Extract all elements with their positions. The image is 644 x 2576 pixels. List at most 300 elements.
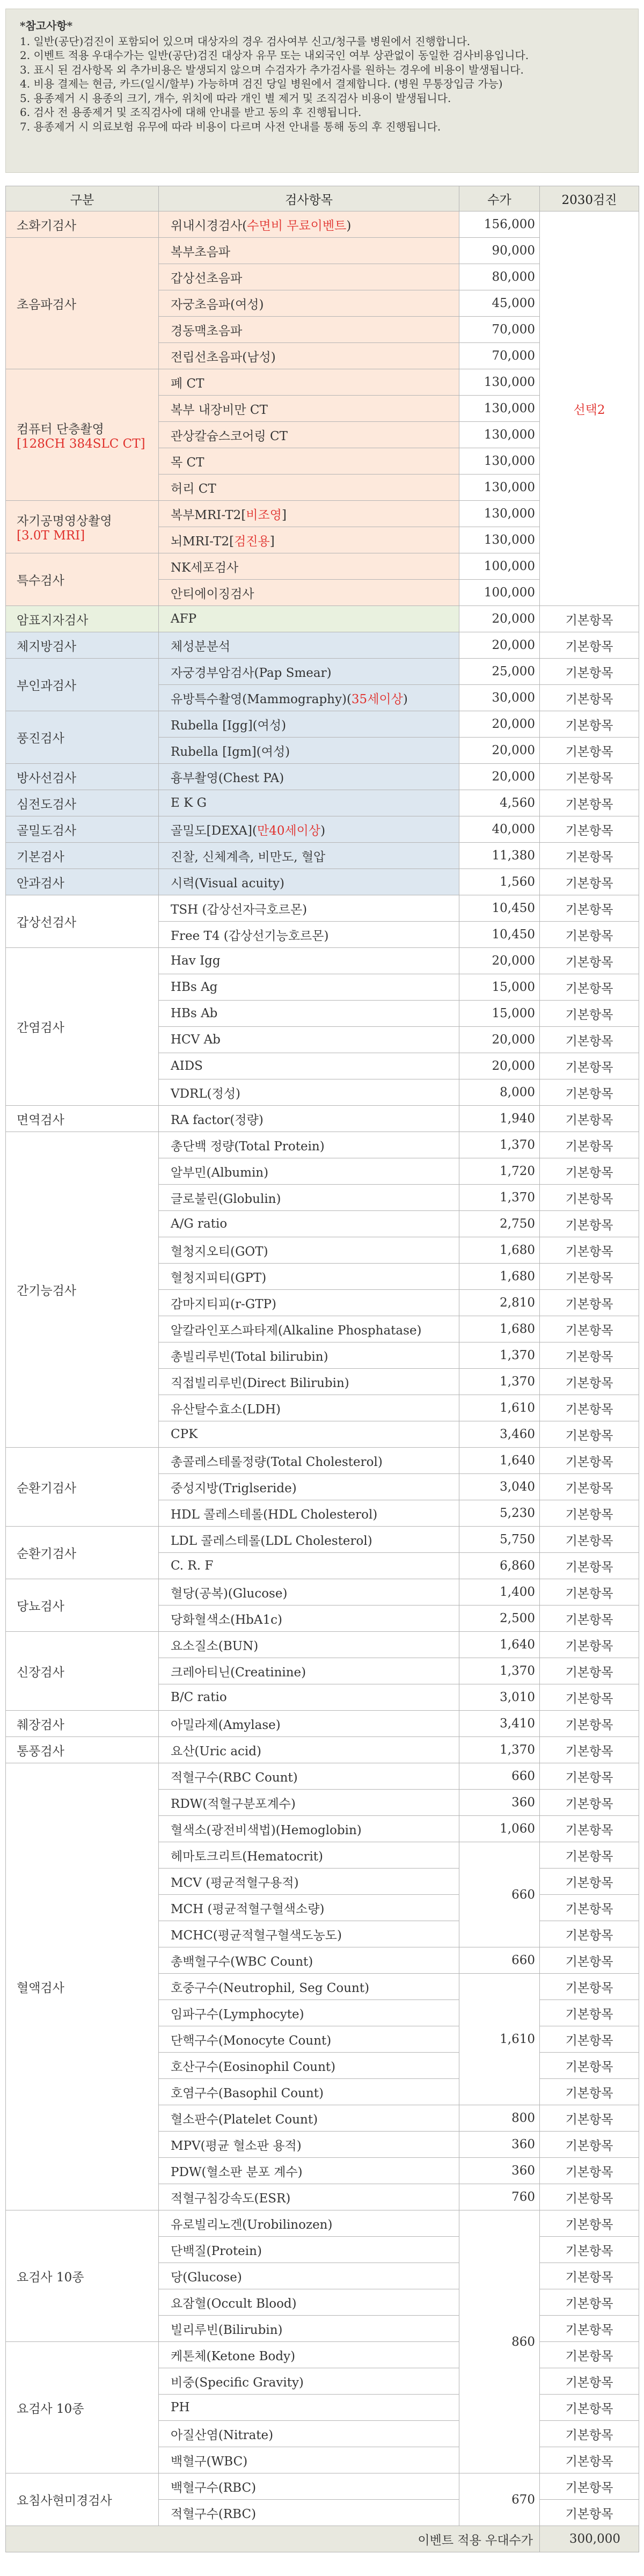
price-cell: 3,410 [459, 1711, 540, 1737]
option-cell: 기본항목 [540, 1053, 639, 1079]
option-cell: 기본항목 [540, 1001, 639, 1027]
price-cell: 10,450 [459, 895, 540, 922]
option-cell: 기본항목 [540, 1658, 639, 1684]
price-table [5, 186, 639, 2552]
item-cell: HCV Ab [159, 1027, 459, 1053]
item-cell: 전립선초음파(남성) [159, 343, 459, 369]
option-cell: 기본항목 [540, 790, 639, 816]
highlight-text: 비조영 [246, 508, 282, 522]
note-line: 2. 이벤트 적용 우대수가는 일반(공단)검진 대상자 유무 또는 내외국인 여부 상관없이 동일한 검사비용입니다. [20, 49, 529, 62]
option-cell: 기본항목 [540, 895, 639, 922]
highlight-text: 35세이상 [351, 692, 403, 706]
item-cell: PDW(혈소판 분포 계수) [159, 2158, 459, 2184]
table-header-row [6, 186, 639, 211]
price-cell: 70,000 [459, 343, 540, 369]
total-value: 300,000 [540, 2526, 639, 2552]
group-cell: 신장검사 [6, 1632, 159, 1711]
price-cell: 100,000 [459, 580, 540, 606]
price-cell: 20,000 [459, 738, 540, 764]
price-cell: 130,000 [459, 396, 540, 422]
option-cell: 기본항목 [540, 2079, 639, 2105]
item-cell: 알부민(Albumin) [159, 1158, 459, 1185]
table-row [6, 1632, 639, 1658]
group-cell: 췌장검사 [6, 1711, 159, 1737]
item-cell: 진찰, 신체계측, 비만도, 혈압 [159, 843, 459, 869]
price-cell: 20,000 [459, 606, 540, 632]
note-line: 3. 표시 된 검사항목 외 추가비용은 발생되지 않으며 수검자가 추가검사를 원하는 경우에 비용이 발생됩니다. [20, 63, 524, 76]
option-cell: 기본항목 [540, 1632, 639, 1658]
highlight-text: [3.0T MRI] [17, 529, 85, 543]
item-cell: 총단백 정량(Total Protein) [159, 1132, 459, 1158]
item-cell: CPK [159, 1421, 459, 1448]
price-cell: 20,000 [459, 1027, 540, 1053]
group-cell: 골밀도검사 [6, 816, 159, 843]
item-cell: RA factor(정량) [159, 1106, 459, 1132]
price-cell: 1,370 [459, 1132, 540, 1158]
option-cell: 기본항목 [540, 1553, 639, 1579]
price-cell: 3,040 [459, 1474, 540, 1500]
option-cell: 기본항목 [540, 1527, 639, 1553]
item-cell: 총콜레스테롤정량(Total Cholesterol) [159, 1448, 459, 1474]
option-cell: 기본항목 [540, 2000, 639, 2026]
option-cell: 기본항목 [540, 2210, 639, 2237]
item-cell: 적혈구수(RBC Count) [159, 1763, 459, 1790]
group-cell: 간기능검사 [6, 1132, 159, 1448]
notes-box [5, 9, 639, 173]
option-cell: 기본항목 [540, 2263, 639, 2289]
option-cell: 기본항목 [540, 1079, 639, 1106]
option-cell: 기본항목 [540, 1158, 639, 1185]
item-cell: 적혈구침강속도(ESR) [159, 2184, 459, 2210]
table-row [6, 2210, 639, 2237]
table-row [6, 816, 639, 843]
option-cell: 기본항목 [540, 2473, 639, 2500]
note-line: 6. 검사 전 용종제거 및 조직검사에 대해 안내를 받고 동의 후 진행됩니다. [20, 106, 362, 119]
option-cell: 기본항목 [540, 2395, 639, 2421]
price-cell: 20,000 [459, 632, 540, 659]
price-cell: 45,000 [459, 290, 540, 317]
price-cell: 1,370 [459, 1737, 540, 1763]
price-cell: 660 [459, 1763, 540, 1790]
table-row [6, 1106, 639, 1132]
item-cell: 아질산염(Nitrate) [159, 2421, 459, 2447]
highlight-text: [128CH 384SLC CT] [17, 436, 145, 451]
item-cell: B/C ratio [159, 1684, 459, 1711]
item-cell: E K G [159, 790, 459, 816]
item-cell: 시력(Visual acuity) [159, 869, 459, 895]
item-cell: 복부초음파 [159, 238, 459, 264]
price-cell: 8,000 [459, 1079, 540, 1106]
item-cell: HDL 콜레스테롤(HDL Cholesterol) [159, 1500, 459, 1527]
item-cell: 직접빌리루빈(Direct Bilirubin) [159, 1369, 459, 1395]
item-cell: 뇌MRI-T2[검진용] [159, 527, 459, 553]
item-cell: 안티에이징검사 [159, 580, 459, 606]
item-cell: 백혈구수(RBC) [159, 2473, 459, 2500]
item-cell: 혈청지피티(GPT) [159, 1264, 459, 1290]
price-cell: 20,000 [459, 1053, 540, 1079]
option-cell: 기본항목 [540, 2184, 639, 2210]
option-cell: 기본항목 [540, 711, 639, 738]
price-cell: 15,000 [459, 1001, 540, 1027]
highlight-text: 수면비 무료이벤트 [247, 218, 347, 233]
option-cell: 기본항목 [540, 869, 639, 895]
option-cell: 기본항목 [540, 948, 639, 974]
option-cell: 기본항목 [540, 1711, 639, 1737]
header-price: 수가 [459, 186, 540, 211]
price-cell: 156,000 [459, 211, 540, 238]
item-cell: 복부MRI-T2[비조영] [159, 501, 459, 527]
table-row [6, 711, 639, 738]
option-cell: 기본항목 [540, 659, 639, 685]
item-cell: 폐 CT [159, 369, 459, 396]
price-cell: 670 [459, 2473, 540, 2526]
option-cell: 기본항목 [540, 1027, 639, 1053]
option-cell: 기본항목 [540, 1895, 639, 1921]
group-cell: 당뇨검사 [6, 1579, 159, 1632]
price-cell: 1,370 [459, 1658, 540, 1684]
price-cell: 1,370 [459, 1342, 540, 1369]
item-cell: PH [159, 2395, 459, 2421]
notes-title: *참고사항* [20, 19, 73, 32]
price-cell: 660 [459, 1947, 540, 1974]
option-cell: 기본항목 [540, 816, 639, 843]
group-cell: 안과검사 [6, 869, 159, 895]
option-cell-choice: 선택2 [540, 211, 639, 606]
item-cell: 크레아티닌(Creatinine) [159, 1658, 459, 1684]
item-cell: 복부 내장비만 CT [159, 396, 459, 422]
total-label: 이벤트 적용 우대수가 [6, 2526, 540, 2552]
option-cell: 기본항목 [540, 1264, 639, 1290]
header-item: 검사항목 [159, 186, 459, 211]
price-cell: 90,000 [459, 238, 540, 264]
item-cell: VDRL(정성) [159, 1079, 459, 1106]
option-cell: 기본항목 [540, 1500, 639, 1527]
item-cell: 자궁경부암검사(Pap Smear) [159, 659, 459, 685]
option-cell: 기본항목 [540, 1106, 639, 1132]
group-cell: 암표지자검사 [6, 606, 159, 632]
table-row [6, 895, 639, 922]
price-cell: 100,000 [459, 553, 540, 580]
option-cell: 기본항목 [540, 1132, 639, 1158]
group-cell: 자기공명영상촬영 [3.0T MRI] [6, 501, 159, 553]
option-cell: 기본항목 [540, 1369, 639, 1395]
item-cell: MCV (평균적혈구용적) [159, 1869, 459, 1895]
price-cell: 6,860 [459, 1553, 540, 1579]
table-row [6, 790, 639, 816]
price-cell: 130,000 [459, 448, 540, 475]
item-cell: 유로빌리노겐(Urobilinozen) [159, 2210, 459, 2237]
price-cell: 130,000 [459, 422, 540, 448]
price-cell: 1,640 [459, 1448, 540, 1474]
price-cell: 1,680 [459, 1316, 540, 1342]
price-cell: 1,370 [459, 1369, 540, 1395]
item-cell: Free T4 (갑상선기능호르몬) [159, 922, 459, 948]
option-cell: 기본항목 [540, 1579, 639, 1606]
item-cell: Rubella [Igg](여성) [159, 711, 459, 738]
price-cell: 1,060 [459, 1816, 540, 1842]
option-cell: 기본항목 [540, 1974, 639, 2000]
item-cell: 혈청지오티(GOT) [159, 1237, 459, 1264]
table-row [6, 1579, 639, 1606]
item-cell: 중성지방(Triglseride) [159, 1474, 459, 1500]
price-cell: 130,000 [459, 369, 540, 396]
option-cell: 기본항목 [540, 1448, 639, 1474]
group-cell: 기본검사 [6, 843, 159, 869]
item-cell: MCH (평균적혈구혈색소량) [159, 1895, 459, 1921]
group-cell: 초음파검사 [6, 238, 159, 369]
price-cell: 11,380 [459, 843, 540, 869]
table-row [6, 1737, 639, 1763]
group-cell: 갑상선검사 [6, 895, 159, 948]
option-cell: 기본항목 [540, 685, 639, 711]
item-cell: 케톤체(Ketone Body) [159, 2342, 459, 2368]
option-cell: 기본항목 [540, 2447, 639, 2473]
item-cell: 아밀라제(Amylase) [159, 1711, 459, 1737]
group-cell: 순환기검사 [6, 1527, 159, 1579]
option-cell: 기본항목 [540, 2316, 639, 2342]
group-cell: 컴퓨터 단층촬영 [128CH 384SLC CT] [6, 369, 159, 501]
table-row [6, 1448, 639, 1474]
price-cell: 1,640 [459, 1632, 540, 1658]
price-cell: 4,560 [459, 790, 540, 816]
group-cell: 요검사 10종 [6, 2210, 159, 2342]
item-cell: 목 CT [159, 448, 459, 475]
group-cell: 혈액검사 [6, 1763, 159, 2210]
item-cell: 백혈구(WBC) [159, 2447, 459, 2473]
item-cell: 당화혈색소(HbA1c) [159, 1606, 459, 1632]
item-cell: 혈색소(광전비색법)(Hemoglobin) [159, 1816, 459, 1842]
item-cell: 글로불린(Globulin) [159, 1185, 459, 1211]
group-cell: 방사선검사 [6, 764, 159, 790]
option-cell: 기본항목 [540, 922, 639, 948]
option-cell: 기본항목 [540, 2053, 639, 2079]
price-cell: 360 [459, 2158, 540, 2184]
price-cell: 3,460 [459, 1421, 540, 1448]
option-cell: 기본항목 [540, 2342, 639, 2368]
option-cell: 기본항목 [540, 1290, 639, 1316]
item-cell: 유산탈수효소(LDH) [159, 1395, 459, 1421]
item-cell: AIDS [159, 1053, 459, 1079]
option-cell: 기본항목 [540, 1921, 639, 1947]
option-cell: 기본항목 [540, 606, 639, 632]
option-cell: 기본항목 [540, 1474, 639, 1500]
option-cell: 기본항목 [540, 764, 639, 790]
table-row [6, 659, 639, 685]
price-cell: 360 [459, 1790, 540, 1816]
note-line: 7. 용종제거 시 의료보험 유무에 따라 비용이 다르며 사전 안내를 통해 동의 후 진행됩니다. [20, 120, 441, 133]
item-cell: 호중구수(Neutrophil, Seg Count) [159, 1974, 459, 2000]
group-cell: 풍진검사 [6, 711, 159, 764]
item-cell: 유방특수촬영(Mammography)(35세이상) [159, 685, 459, 711]
item-cell: 요소질소(BUN) [159, 1632, 459, 1658]
option-cell: 기본항목 [540, 1763, 639, 1790]
header-category: 구분 [6, 186, 159, 211]
price-cell: 1,370 [459, 1185, 540, 1211]
item-cell: 혈소판수(Platelet Count) [159, 2105, 459, 2132]
price-cell: 20,000 [459, 948, 540, 974]
option-cell: 기본항목 [540, 1185, 639, 1211]
table-row [6, 632, 639, 659]
item-cell: 경동맥초음파 [159, 317, 459, 343]
price-cell: 2,750 [459, 1211, 540, 1237]
group-cell: 심전도검사 [6, 790, 159, 816]
highlight-text: 만40세이상 [257, 823, 321, 838]
item-cell: Rubella [Igm](여성) [159, 738, 459, 764]
option-cell: 기본항목 [540, 2289, 639, 2316]
item-cell: Hav Igg [159, 948, 459, 974]
table-row [6, 1711, 639, 1737]
item-cell: A/G ratio [159, 1211, 459, 1237]
item-cell: 체성분분석 [159, 632, 459, 659]
table-row [6, 2473, 639, 2500]
item-cell: HBs Ab [159, 1001, 459, 1027]
item-cell: 요산(Uric acid) [159, 1737, 459, 1763]
option-cell: 기본항목 [540, 1684, 639, 1711]
table-row [6, 606, 639, 632]
item-cell: C. R. F [159, 1553, 459, 1579]
price-cell: 130,000 [459, 527, 540, 553]
option-cell: 기본항목 [540, 1421, 639, 1448]
option-cell: 기본항목 [540, 2421, 639, 2447]
price-cell: 5,230 [459, 1500, 540, 1527]
option-cell: 기본항목 [540, 632, 639, 659]
item-cell: 적혈구수(RBC) [159, 2500, 459, 2526]
highlight-text: 검진용 [234, 534, 270, 549]
price-cell: 1,940 [459, 1106, 540, 1132]
option-cell: 기본항목 [540, 843, 639, 869]
price-cell: 3,010 [459, 1684, 540, 1711]
price-cell: 20,000 [459, 764, 540, 790]
price-cell: 660 [459, 1842, 540, 1947]
group-cell: 순환기검사 [6, 1448, 159, 1527]
item-cell: 허리 CT [159, 475, 459, 501]
group-cell: 체지방검사 [6, 632, 159, 659]
item-cell: MCHC(평균적혈구혈색도농도) [159, 1921, 459, 1947]
item-cell: HBs Ag [159, 974, 459, 1001]
group-cell: 요검사 10종 [6, 2342, 159, 2473]
item-cell: 헤마토크리트(Hematocrit) [159, 1842, 459, 1869]
option-cell: 기본항목 [540, 2158, 639, 2184]
item-cell: 감마지티피(r-GTP) [159, 1290, 459, 1316]
group-cell: 면역검사 [6, 1106, 159, 1132]
item-cell: 단백질(Protein) [159, 2237, 459, 2263]
item-cell: NK세포검사 [159, 553, 459, 580]
price-cell: 25,000 [459, 659, 540, 685]
item-cell: RDW(적혈구분포계수) [159, 1790, 459, 1816]
option-cell: 기본항목 [540, 1316, 639, 1342]
item-cell: 위내시경검사(수면비 무료이벤트) [159, 211, 459, 238]
table-row [6, 2342, 639, 2368]
price-cell: 1,560 [459, 869, 540, 895]
item-cell: AFP [159, 606, 459, 632]
table-row [6, 869, 639, 895]
note-line: 4. 비용 결제는 현금, 카드(일시/할부) 가능하며 검진 당일 병원에서 결제합니다. (병원 무통장입금 가능) [20, 77, 503, 90]
item-cell: 요잠혈(Occult Blood) [159, 2289, 459, 2316]
item-cell: LDL 콜레스테롤(LDL Cholesterol) [159, 1527, 459, 1553]
item-cell: 빌리루빈(Bilirubin) [159, 2316, 459, 2342]
option-cell: 기본항목 [540, 1842, 639, 1869]
group-cell: 통풍검사 [6, 1737, 159, 1763]
group-cell: 간염검사 [6, 948, 159, 1106]
price-cell: 80,000 [459, 264, 540, 290]
total-row [6, 2526, 639, 2552]
table-row [6, 211, 639, 238]
table-row [6, 1527, 639, 1553]
price-cell: 1,680 [459, 1237, 540, 1264]
option-cell: 기본항목 [540, 1395, 639, 1421]
price-cell: 1,680 [459, 1264, 540, 1290]
table-row [6, 843, 639, 869]
price-cell: 2,810 [459, 1290, 540, 1316]
option-cell: 기본항목 [540, 1737, 639, 1763]
option-cell: 기본항목 [540, 974, 639, 1001]
item-cell: 갑상선초음파 [159, 264, 459, 290]
option-cell: 기본항목 [540, 1606, 639, 1632]
price-cell: 2,500 [459, 1606, 540, 1632]
price-cell: 800 [459, 2105, 540, 2132]
group-cell: 소화기검사 [6, 211, 159, 238]
item-cell: 당(Glucose) [159, 2263, 459, 2289]
price-cell: 1,400 [459, 1579, 540, 1606]
option-cell: 기본항목 [540, 1869, 639, 1895]
group-cell: 요침사현미경검사 [6, 2473, 159, 2526]
price-cell: 130,000 [459, 475, 540, 501]
price-cell: 860 [459, 2210, 540, 2473]
table-row [6, 948, 639, 974]
option-cell: 기본항목 [540, 1790, 639, 1816]
item-cell: 총빌리루빈(Total bilirubin) [159, 1342, 459, 1369]
price-cell: 20,000 [459, 711, 540, 738]
option-cell: 기본항목 [540, 2132, 639, 2158]
item-cell: 관상칼슘스코어링 CT [159, 422, 459, 448]
option-cell: 기본항목 [540, 2026, 639, 2053]
item-cell: 흉부촬영(Chest PA) [159, 764, 459, 790]
item-cell: 자궁초음파(여성) [159, 290, 459, 317]
option-cell: 기본항목 [540, 2237, 639, 2263]
table-row [6, 1763, 639, 1790]
option-cell: 기본항목 [540, 1342, 639, 1369]
item-cell: 임파구수(Lymphocyte) [159, 2000, 459, 2026]
item-cell: 호산구수(Eosinophil Count) [159, 2053, 459, 2079]
item-cell: 혈당(공복)(Glucose) [159, 1579, 459, 1606]
option-cell: 기본항목 [540, 2105, 639, 2132]
item-cell: 알칼라인포스파타제(Alkaline Phosphatase) [159, 1316, 459, 1342]
header-2030: 2030검진 [540, 186, 639, 211]
price-cell: 760 [459, 2184, 540, 2210]
price-cell: 360 [459, 2132, 540, 2158]
item-cell: TSH (갑상선자극호르몬) [159, 895, 459, 922]
option-cell: 기본항목 [540, 1211, 639, 1237]
item-cell: 단핵구수(Monocyte Count) [159, 2026, 459, 2053]
option-cell: 기본항목 [540, 1947, 639, 1974]
price-cell: 10,450 [459, 922, 540, 948]
price-cell: 5,750 [459, 1527, 540, 1553]
item-cell: 비중(Specific Gravity) [159, 2368, 459, 2395]
item-cell: MPV(평균 혈소판 용적) [159, 2132, 459, 2158]
price-cell: 40,000 [459, 816, 540, 843]
price-cell: 30,000 [459, 685, 540, 711]
price-cell: 1,610 [459, 1974, 540, 2105]
price-cell: 1,610 [459, 1395, 540, 1421]
item-cell: 호염구수(Basophil Count) [159, 2079, 459, 2105]
table-row [6, 1132, 639, 1158]
note-line: 1. 일반(공단)검진이 포함되어 있으며 대상자의 경우 검사여부 신고/청구를 병원에서 진행합니다. [20, 34, 471, 48]
option-cell: 기본항목 [540, 1237, 639, 1264]
option-cell: 기본항목 [540, 2500, 639, 2526]
option-cell: 기본항목 [540, 1816, 639, 1842]
price-cell: 130,000 [459, 501, 540, 527]
option-cell: 기본항목 [540, 2368, 639, 2395]
